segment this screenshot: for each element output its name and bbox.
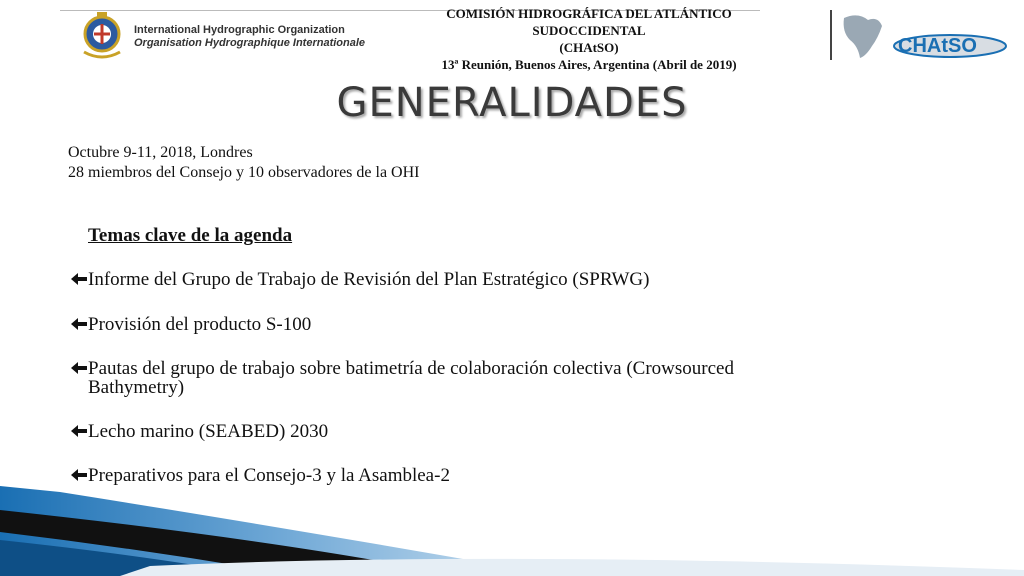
commission-line-3: (CHAtSO) <box>559 40 619 55</box>
iho-name-en: International Hydrographic Organization <box>134 24 345 36</box>
agenda-item <box>70 270 734 289</box>
iho-emblem-icon <box>76 10 128 60</box>
agenda-item-text: Informe del Grupo de Trabajo de Revisión del Plan Estratégico (SPRWG) <box>88 269 650 290</box>
page-title: GENERALIDADES <box>336 80 688 126</box>
agenda-item-text: Preparativos para el Consejo-3 y la Asamblea-2 <box>88 465 450 486</box>
agenda-item <box>70 422 734 441</box>
decorative-swoosh <box>0 470 1024 576</box>
commission-line-1: COMISIÓN HIDROGRÁFICA DEL ATLÁNTICO <box>446 6 732 21</box>
chatso-logo-text: CHAtSO <box>898 35 977 57</box>
intro-date: Octubre 9-11, 2018, Londres <box>68 144 253 161</box>
agenda-item-text: Pautas del grupo de trabajo sobre batimetría de colaboración colectiva (Crowsourced Bathymetry) <box>88 358 734 398</box>
arrow-left-icon <box>70 317 88 331</box>
agenda-item-text: Provisión del producto S-100 <box>88 314 312 335</box>
meeting-line: 13ª Reunión, Buenos Aires, Argentina (Abril de 2019) <box>441 57 737 72</box>
iho-name <box>134 24 365 50</box>
chatso-logo <box>838 12 1008 60</box>
agenda-item <box>70 359 734 397</box>
arrow-left-icon <box>70 272 88 286</box>
agenda-item <box>70 315 734 334</box>
arrow-left-icon <box>70 424 88 438</box>
header-divider <box>830 10 832 60</box>
agenda-heading: Temas clave de la agenda <box>88 225 293 246</box>
intro-members: 28 miembros del Consejo y 10 observadores de la OHI <box>68 164 420 181</box>
intro <box>68 143 419 183</box>
commission-header <box>400 5 778 73</box>
commission-line-2: SUDOCCIDENTAL <box>532 23 646 38</box>
agenda-item-text: Lecho marino (SEABED) 2030 <box>88 421 329 442</box>
iho-name-fr: Organisation Hydrographique Internationale <box>134 37 366 49</box>
arrow-left-icon <box>70 361 88 375</box>
